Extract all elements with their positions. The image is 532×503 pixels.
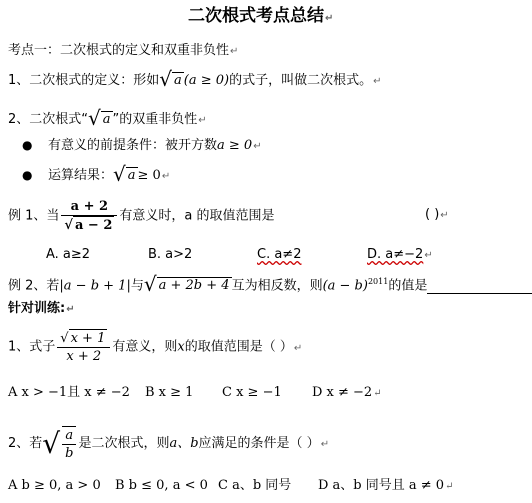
fraction-denominator: x + 2 xyxy=(66,349,102,364)
paragraph-mark: ↵ xyxy=(373,388,382,399)
bullet-icon: ● xyxy=(22,168,33,182)
fraction-numerator: a + 2 xyxy=(61,198,117,216)
training-heading-text: 针对训练: xyxy=(8,301,66,316)
variable: x xyxy=(177,339,185,355)
question-1 xyxy=(8,329,302,367)
bullet-item xyxy=(22,164,170,185)
option-c: C x ≥ −1 xyxy=(222,385,282,400)
radicand: a xyxy=(174,73,182,88)
bullet-text: 运算结果： xyxy=(48,168,114,183)
bullet-math: a ≥ 0 xyxy=(217,138,253,153)
abs-bar: | xyxy=(59,278,64,294)
bullet-math: ≥ 0 xyxy=(137,168,161,183)
document-title xyxy=(188,8,333,27)
paragraph-mark: ↵ xyxy=(230,46,239,57)
paragraph-mark: ↵ xyxy=(440,210,449,221)
sqrt-symbol: √ xyxy=(64,218,73,233)
definition-line xyxy=(8,69,382,90)
option-c: C a、b 同号 xyxy=(218,478,292,493)
fraction-denominator: a − 2 xyxy=(74,218,113,233)
option xyxy=(257,247,301,263)
sqrt-symbol: √ xyxy=(143,272,157,297)
paragraph-mark: ↵ xyxy=(325,13,334,24)
nonneg-prefix: 2、二次根式“ xyxy=(8,112,89,127)
question-suffix: 是二次根式，则 xyxy=(78,436,170,451)
bullet-text: 有意义的前提条件：被开方数 xyxy=(48,138,218,153)
example-prefix: 例 2、若 xyxy=(8,278,60,294)
fraction-numerator: x + 1 xyxy=(70,331,106,346)
option xyxy=(312,385,382,402)
option-b: B. a>2 xyxy=(148,247,193,262)
radicand: a xyxy=(102,112,111,127)
paragraph-mark: ↵ xyxy=(161,171,171,182)
example-suffix: 有意义时，a 的取值范围是 xyxy=(119,208,275,224)
training-heading xyxy=(8,301,75,318)
section-heading xyxy=(8,43,238,60)
option xyxy=(46,247,90,263)
answer-blank[interactable] xyxy=(427,281,532,294)
abs-expression: a − b + 1 xyxy=(63,278,127,294)
question-2 xyxy=(8,420,329,463)
question-suffix: 的取值范围是（ ） xyxy=(184,339,293,355)
sqrt-symbol: √ xyxy=(42,427,61,460)
power-exponent: 2011 xyxy=(367,277,389,286)
bullet-icon: ● xyxy=(22,138,33,152)
sqrt-symbol: √ xyxy=(113,162,126,186)
option-d: D. a≠−2 xyxy=(367,247,424,262)
example-1 xyxy=(8,198,274,235)
option-b: B b ≤ 0, a < 0 xyxy=(115,478,208,493)
question-suffix: 有意义，则 xyxy=(112,339,178,355)
answer-paren-text: ( ) xyxy=(425,207,440,222)
fraction-denominator: b xyxy=(65,445,74,461)
sqrt-symbol: √ xyxy=(60,331,69,346)
question-prefix: 1、式子 xyxy=(8,339,56,355)
paragraph-mark: ↵ xyxy=(445,481,454,492)
example-2 xyxy=(8,272,532,297)
question-suffix: 应满足的条件是（ ） xyxy=(198,436,320,451)
paragraph-mark: ↵ xyxy=(253,141,262,152)
paragraph-mark: ↵ xyxy=(424,250,433,261)
paragraph-mark: ↵ xyxy=(293,342,303,354)
option xyxy=(318,478,453,495)
option xyxy=(8,385,130,401)
option xyxy=(115,478,208,494)
power-base: (a − b) xyxy=(322,278,368,294)
condition: (a ≥ 0) xyxy=(183,73,230,88)
option-b: B x ≥ 1 xyxy=(145,385,194,400)
fraction xyxy=(62,426,76,462)
bullet-item xyxy=(22,137,262,155)
definition-suffix: 的式子，叫做二次根式。 xyxy=(229,73,373,88)
paragraph-mark: ↵ xyxy=(320,439,330,450)
section-heading-text: 考点一：二次根式的定义和双重非负性 xyxy=(8,43,230,58)
option-d: D x ≠ −2 xyxy=(312,385,373,400)
option xyxy=(367,247,433,264)
abs-bar: | xyxy=(126,278,131,294)
radicand: a + 2b + 4 xyxy=(158,278,230,294)
option xyxy=(218,478,291,494)
option-a: A x > −1且 x ≠ −2 xyxy=(8,385,130,400)
sqrt-symbol: √ xyxy=(159,67,173,91)
option xyxy=(222,385,282,401)
option-a: A b ≥ 0, a > 0 xyxy=(8,478,101,493)
question-prefix: 2、若 xyxy=(8,436,43,451)
connector: 互为相反数，则 xyxy=(231,278,323,294)
example-suffix: 的值是 xyxy=(388,278,428,294)
connector: 与 xyxy=(130,278,144,294)
option-a: A. a≥2 xyxy=(46,247,91,262)
nonneg-suffix: ”的双重非负性 xyxy=(112,112,198,127)
title-text: 二次根式考点总结 xyxy=(188,6,324,26)
paragraph-mark: ↵ xyxy=(198,115,207,126)
fraction xyxy=(61,198,117,234)
option-d: D a、b 同号且 a ≠ 0 xyxy=(318,478,445,493)
option-c: C. a≠2 xyxy=(257,247,302,262)
nonnegativity-line xyxy=(8,108,207,129)
paragraph-mark: ↵ xyxy=(66,304,75,315)
sqrt-symbol: √ xyxy=(88,106,101,130)
option xyxy=(148,247,192,263)
variable: a、b xyxy=(169,436,199,451)
definition-prefix: 1、二次根式的定义：形如 xyxy=(8,73,160,88)
fraction-numerator: a xyxy=(62,427,76,445)
example-prefix: 例 1、当 xyxy=(8,208,60,224)
option xyxy=(145,385,193,401)
fraction xyxy=(57,329,110,365)
radicand: a xyxy=(127,168,136,183)
option xyxy=(8,478,101,494)
paragraph-mark: ↵ xyxy=(373,76,382,87)
answer-paren xyxy=(425,207,449,224)
